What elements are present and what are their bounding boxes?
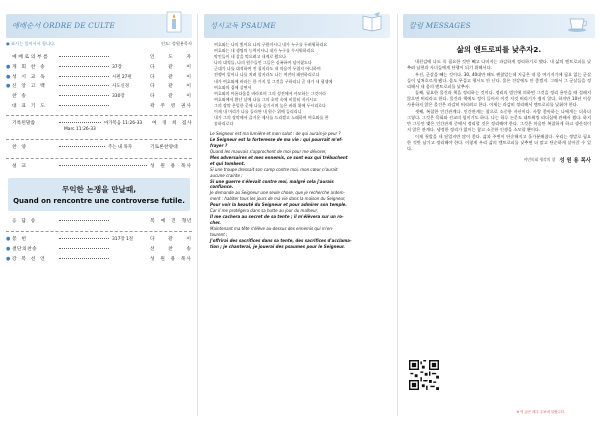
message-paragraph: 내친김에 나도 꼭 필요한 것만 빼고 나머지는 과감하게 정리하기로 했다. 내 삶의 엔트로피를 낮추려 남편과 자녀들에게 단행이 되기 위해서다.	[407, 59, 591, 71]
sermon-title-ko: 무익한 논쟁을 만날때,	[61, 184, 137, 194]
anthem-row: 찬 양 주는 내 목자 기토론찬양대	[12, 144, 178, 150]
psalm-line: Si une troupe dressait son camp contre moi, mon cœur n'aurait	[210, 166, 338, 172]
psalm-line: Le Seigneur est la forteresse de ma vie : qui pourrait m'ef-	[210, 137, 343, 143]
column-divider	[197, 14, 198, 416]
divider	[6, 231, 192, 232]
psalm-line: 여호와의 아름다움을 바라보며 그의 성전에서 사모하는 그것이라	[214, 90, 326, 96]
psalm-line: 그의 장막 은밀한 곳에 나를 숨기시며 높은 바위 위에 두시리로다	[214, 102, 326, 108]
psalm-line: Il me cachera au secret de sa tente ; il m'élèvera sur un ro-	[210, 214, 344, 219]
worship-item: 찬 송 330장 다 같 이	[12, 94, 192, 100]
worship-title: 예배순서 ORDRE DE CULTE	[12, 21, 115, 30]
footnote: ※ 이 글은 매주 주보에 실립니다.	[516, 410, 565, 414]
psalm-line: aucune crainte ;	[210, 172, 243, 178]
signature-name: 성 원 용 목사	[559, 157, 591, 164]
psalm-line: 여호와는 나의 빛이요 나의 구원이시니 내가 누구를 두려워하리요	[214, 42, 328, 47]
worship-closing-list	[6, 217, 192, 265]
psalm-line: Le Seigneur est ma lumière et mon salut : de qui aurais-je peur ?	[210, 131, 341, 137]
divider	[6, 158, 192, 159]
signature	[403, 156, 595, 164]
message-paragraph: 셋째, 복잡한 인간관계다. 인간관계는 참으로 소중한 자산이다. 사람 좋아하는 나에게는 더욱더 그렇다. 그것은 목회와 선교의 힘이기도 하다. 나는 하루 논문도 네트워킹 리더십에 관해서 썼다. 하지만 그동안 맺은 인간관계 중에서 정리할 것은 정리해야 한다. 그것은 마음만 복잡하게 하고 생산적이지 않은 관계다. 냉정한 정리가 없이는 참고 소중한 인생을 소모할 뿐이다.	[407, 108, 591, 133]
worship-column	[6, 14, 192, 416]
message-paragraph: 둘째, 필요한 물건과 책을 정리하는 것이다. 정리의 범인에 의하면 그것을 정리 용안을 때 설레지 않으면 버리라고 한다. 물건과 책에도 정이 들어서 이것 저것 버리기가 쉽지 않다. 하지만 10년 이상 사용하지 않은 물건은 과감히 버리려고 한다. 이제는 과감히 정리해서 엔트로피를 낮춰야 한다.	[407, 90, 591, 108]
worship-list	[6, 53, 192, 112]
scripture-ref-fr: Marc 11:26-33	[64, 126, 96, 132]
psalm-line: tion ; je chanterai, je jouerai des psaumes pour le Seigneur.	[210, 243, 345, 249]
psalm-line: 악인들이 내 살을 먹으려고 내게로 왔으나	[214, 54, 287, 60]
psalm-line: 이제 내 머리가 나를 둘러싼 내 원수 위에 들리리니	[214, 109, 302, 115]
leader-label: 인도: 성원용목사	[160, 41, 192, 46]
psalm-line: et qui tombent.	[210, 160, 246, 166]
book-icon	[360, 10, 384, 34]
psalm-line: 여호와께서 환난 날에 나를 그의 초막 속에 비밀히 지키시고	[214, 96, 317, 102]
worship-item: ● 개 회 찬 송 37장 다 같 이	[6, 63, 192, 70]
sermon-title-fr: Quand on rencontre une controverse futile.	[13, 196, 185, 205]
psalm-line: 군대가 나를 대적하여 진 칠지라도 내 마음이 두렵지 아니하며	[214, 66, 321, 72]
psalm-line: cher.	[210, 219, 221, 225]
message-title: 칼럼 MESSAGES	[409, 21, 471, 30]
psalm-line: Quand les mauvais s'approchent de moi pour me dévorer,	[210, 149, 327, 155]
divider	[6, 139, 192, 140]
psalm-line: 내가 여호와께 바라는 한 가지 일 그것을 구하리니 곧 내가 내 평생에	[214, 78, 333, 84]
psalm-title: 성시교독 PSAUME	[210, 21, 276, 30]
column-divider	[397, 14, 398, 416]
psalm-line: J'offrirai des sacrifices dans sa tente, des sacrifices d'acclama-	[210, 237, 352, 243]
message-paragraph: 이제 첫발을 내 딛었지만 많이 좋다. 삶과 주변이 단순해지고 홀가분해졌다. 우리는 정말로 필요한 것만 남기고 정리해야 한다. 이렇게 우리 삶의 엔트로피를 낮추면 더 맑고 단순하게 살아갈 수 있다.	[407, 133, 591, 151]
psalm-korean	[204, 38, 390, 127]
worship-item: ● 강 복 선 언 성 원 용 목사	[6, 256, 192, 263]
qr-code-icon[interactable]	[409, 360, 439, 390]
psalm-line: confiance.	[210, 184, 234, 190]
psalm-line: 내가 그의 장막에서 즐거운 제사를 드리겠고 노래하며 여호와를 찬	[214, 115, 329, 121]
psalm-line: Maintenant ma tête s'élève au-dessus des ennemis qui m'en-	[210, 225, 334, 231]
message-headline: 삶의 엔트로피를 낮추자2.	[456, 45, 542, 54]
worship-banner	[6, 14, 192, 38]
worship-item: 응 답 송 복 예 진 형년	[12, 219, 192, 225]
candle-icon	[162, 10, 186, 34]
worship-item: ● 봉 헌 317장 1절 다 같 이	[6, 236, 192, 243]
psalm-line: Pour voir la beauté du Seigneur et pour admirer son temple.	[210, 202, 347, 208]
message-body	[403, 55, 595, 152]
message-column	[403, 14, 595, 416]
worship-subheader	[6, 41, 192, 47]
worship-item: ● 신 앙 고 백 사도신경 다 같 이	[6, 83, 192, 90]
psalm-line: 송하리로다	[214, 121, 234, 127]
worship-item: ● 성 시 교 독 시편 27편 다 같 이	[6, 73, 192, 80]
message-banner	[403, 14, 595, 38]
signature-label: 이민목회 생각의 창	[523, 156, 556, 162]
worship-item: 예배로의부름 인 도 자	[12, 55, 192, 60]
psalm-line: tourent ;	[210, 231, 228, 237]
psalm-line: frayer ?	[210, 143, 228, 149]
sermon-row: 설 교 성 원 용 목사	[12, 163, 192, 169]
worship-item: ● 결단의찬송 선 찬 송	[6, 246, 192, 253]
psalm-french	[204, 127, 390, 249]
cup-icon	[565, 10, 589, 34]
psalm-column	[204, 14, 390, 416]
psalm-line: Si une guerre s'élevait contre moi, malgré cela j'aurais	[210, 178, 334, 184]
psalm-line: 여호와의 집에 살면서	[214, 84, 252, 90]
psalm-line: 여호와는 내 생명의 능력이시니 내가 누구를 무서워하리요	[214, 48, 315, 54]
psalm-banner	[204, 14, 390, 38]
sermon-title-box	[8, 178, 190, 212]
divider	[6, 115, 192, 116]
psalm-line: Car il me protégera dans sa hutte au jour du malheur,	[210, 208, 319, 214]
psalm-line: 나의 대적들, 나의 원수들인 그들은 실족하여 넘어졌도다	[214, 60, 312, 66]
worship-item: 대 표 기 도 곽 주 영 권사	[12, 103, 192, 109]
message-paragraph: 우선, 군살을 빼는 것이다. 30, 40대만 해도 괜찮았는데 지금은 내 몸 여기저기에 필요 없는 군살들이 넘쳐흐르게 됐다. 몸도 무겁고 행시도 안 난다. 물론 건강에도 안 좋겠지. 그래서 그 군살들을 정리해서 내 몸의 엔트로피를 낮추자.	[407, 71, 591, 89]
psalm-line: 전쟁이 일어나 나를 치려 할지라도 나는 여전히 태연하리로다	[214, 72, 320, 78]
standing-note: ● 표시는 일어서서 합니다.	[6, 41, 56, 46]
psalm-line: Je demande au Seigneur une seule chose, que je recherche ardem-	[210, 190, 345, 196]
scripture-row: 기록된말씀 마가복음 11:26-33 여 경 희 집사	[12, 120, 192, 126]
psalm-line: Mes adversaires et mes ennemis, ce sont eux qui trébuchent	[210, 154, 348, 160]
psalm-line: ment : habiter tous les jours de ma vie dans la maison du Seigneur,	[210, 196, 346, 202]
